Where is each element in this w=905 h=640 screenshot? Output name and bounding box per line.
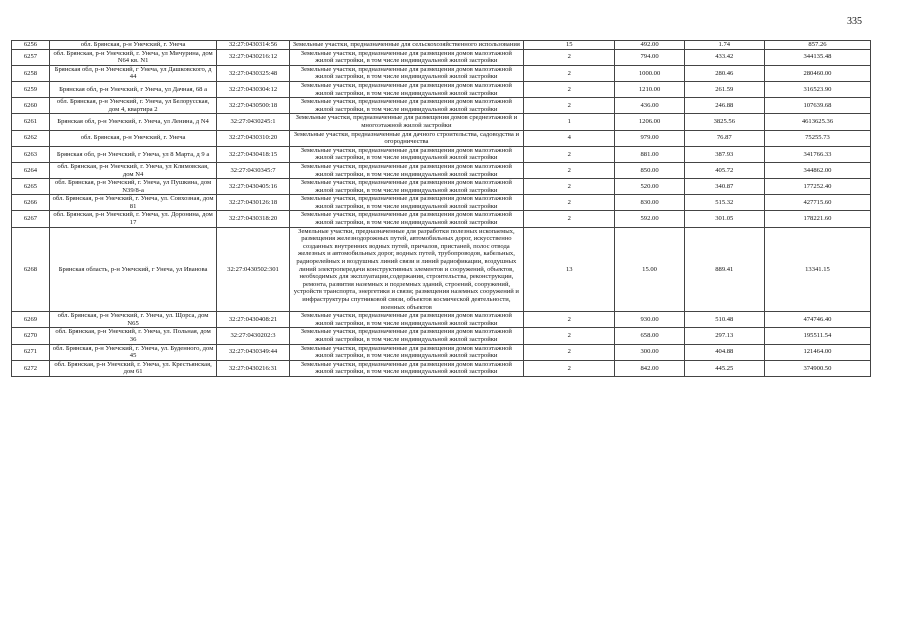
specific-value-cell: 405.72 <box>684 162 764 178</box>
specific-value-cell: 404.88 <box>684 344 764 360</box>
purpose-group-cell: 2 <box>524 81 615 97</box>
table-body <box>12 41 871 377</box>
table-row <box>12 328 871 344</box>
specific-value-cell: 301.05 <box>684 211 764 227</box>
specific-value-cell: 280.46 <box>684 65 764 81</box>
address-cell: обл. Брянская, р-н Унечский, г. Унеча, ул Белорусская, дом 4, квартира 2 <box>49 98 216 114</box>
area-cell: 520.00 <box>615 179 684 195</box>
purpose-group-cell: 2 <box>524 162 615 178</box>
row-number-cell: 6259 <box>12 81 50 97</box>
area-cell: 15.00 <box>615 227 684 312</box>
row-number-cell: 6271 <box>12 344 50 360</box>
area-cell: 842.00 <box>615 360 684 376</box>
table-row <box>12 195 871 211</box>
area-cell: 1000.00 <box>615 65 684 81</box>
cadastral-number-cell: 32:27:0430216:12 <box>217 49 290 65</box>
specific-value-cell: 76.87 <box>684 130 764 146</box>
cadastral-value-cell: 4613625.36 <box>764 114 870 130</box>
area-cell: 794.00 <box>615 49 684 65</box>
table-row <box>12 162 871 178</box>
row-number-cell: 6267 <box>12 211 50 227</box>
specific-value-cell: 246.88 <box>684 98 764 114</box>
cadastral-value-cell: 344135.48 <box>764 49 870 65</box>
address-cell: Брянская обл, р-н Унечский, г. Унеча, ул Ленина, д N4 <box>49 114 216 130</box>
area-cell: 850.00 <box>615 162 684 178</box>
cadastral-value-cell: 177252.40 <box>764 179 870 195</box>
specific-value-cell: 445.25 <box>684 360 764 376</box>
cadastral-number-cell: 32:27:0430245:1 <box>217 114 290 130</box>
cadastral-number-cell: 32:27:0430216:31 <box>217 360 290 376</box>
land-purpose-cell: Земельные участки, предназначенные для дачного строительства, садоводства и огородничества <box>289 130 523 146</box>
cadastral-value-cell: 107639.68 <box>764 98 870 114</box>
table-row <box>12 49 871 65</box>
cadastral-value-cell: 280460.00 <box>764 65 870 81</box>
row-number-cell: 6265 <box>12 179 50 195</box>
purpose-group-cell: 2 <box>524 328 615 344</box>
cadastral-number-cell: 32:27:0430314:56 <box>217 41 290 50</box>
cadastral-number-cell: 32:27:0430502:301 <box>217 227 290 312</box>
purpose-group-cell: 2 <box>524 344 615 360</box>
specific-value-cell: 3825.56 <box>684 114 764 130</box>
specific-value-cell: 387.93 <box>684 146 764 162</box>
cadastral-number-cell: 32:27:0430126:18 <box>217 195 290 211</box>
row-number-cell: 6258 <box>12 65 50 81</box>
address-cell: обл. Брянская, р-н Унечский, г. Унеча, ул. Щорса, дом N65 <box>49 312 216 328</box>
address-cell: Брянская обл, р-н Унечский, г Унеча, ул 8 Марта, д 9 а <box>49 146 216 162</box>
cadastral-value-cell: 13341.15 <box>764 227 870 312</box>
address-cell: обл. Брянская, р-н Унечский, г. Унеча, ул. Буденного, дом 45 <box>49 344 216 360</box>
cadastral-number-cell: 32:27:0430325:48 <box>217 65 290 81</box>
cadastral-value-cell: 857.26 <box>764 41 870 50</box>
address-cell: обл. Брянская, р-н Унечский, г. Унеча, ул Климовская, дом N4 <box>49 162 216 178</box>
purpose-group-cell: 2 <box>524 98 615 114</box>
purpose-group-cell: 2 <box>524 179 615 195</box>
purpose-group-cell: 2 <box>524 211 615 227</box>
address-cell: Брянская обл, р-н Унечский, г Унеча, ул Дашковского, д 44 <box>49 65 216 81</box>
cadastral-value-cell: 178221.60 <box>764 211 870 227</box>
address-cell: обл. Брянская, р-н Унечский, г. Унеча, ул. Крестьянская, дом 61 <box>49 360 216 376</box>
cadastral-value-cell: 344862.00 <box>764 162 870 178</box>
area-cell: 979.00 <box>615 130 684 146</box>
purpose-group-cell: 2 <box>524 146 615 162</box>
area-cell: 1210.00 <box>615 81 684 97</box>
table-row <box>12 114 871 130</box>
cadastral-value-cell: 316523.90 <box>764 81 870 97</box>
table-row <box>12 344 871 360</box>
land-purpose-cell: Земельные участки, предназначенные для размещения домов малоэтажной жилой застройки, в том числе индивидуальной жилой застройки <box>289 211 523 227</box>
cadastral-number-cell: 32:27:0430418:15 <box>217 146 290 162</box>
cadastral-value-cell: 121464.00 <box>764 344 870 360</box>
specific-value-cell: 1.74 <box>684 41 764 50</box>
address-cell: обл. Брянская, р-н Унечский, г. Унеча <box>49 130 216 146</box>
table-row <box>12 211 871 227</box>
land-purpose-cell: Земельные участки, предназначенные для размещения домов малоэтажной жилой застройки, в том числе индивидуальной жилой застройки <box>289 360 523 376</box>
land-purpose-cell: Земельные участки, предназначенные для размещения домов малоэтажной жилой застройки, в том числе индивидуальной жилой застройки <box>289 162 523 178</box>
cadastral-number-cell: 32:27:0430405:16 <box>217 179 290 195</box>
row-number-cell: 6264 <box>12 162 50 178</box>
row-number-cell: 6270 <box>12 328 50 344</box>
page-number: 335 <box>847 16 862 27</box>
purpose-group-cell: 4 <box>524 130 615 146</box>
table-row <box>12 227 871 312</box>
table-row <box>12 360 871 376</box>
address-cell: обл. Брянская, р-н Унечский, г. Унеча, ул. Польная, дом 36 <box>49 328 216 344</box>
cadastral-value-cell: 341766.33 <box>764 146 870 162</box>
area-cell: 1206.00 <box>615 114 684 130</box>
cadastral-value-cell: 374900.50 <box>764 360 870 376</box>
address-cell: Брянская обл, р-н Унечский, г Унеча, ул Дачная, 68 а <box>49 81 216 97</box>
table-row <box>12 146 871 162</box>
specific-value-cell: 889.41 <box>684 227 764 312</box>
specific-value-cell: 510.48 <box>684 312 764 328</box>
table-row <box>12 98 871 114</box>
specific-value-cell: 261.59 <box>684 81 764 97</box>
land-purpose-cell: Земельные участки, предназначенные для размещения домов малоэтажной жилой застройки, в том числе индивидуальной жилой застройки <box>289 195 523 211</box>
purpose-group-cell: 2 <box>524 65 615 81</box>
row-number-cell: 6266 <box>12 195 50 211</box>
area-cell: 930.00 <box>615 312 684 328</box>
cadastral-value-cell: 427715.60 <box>764 195 870 211</box>
area-cell: 592.00 <box>615 211 684 227</box>
land-purpose-cell: Земельные участки, предназначенные для размещения домов среднеэтажной и многоэтажной жилой застройки <box>289 114 523 130</box>
land-purpose-cell: Земельные участки, предназначенные для размещения домов малоэтажной жилой застройки, в том числе индивидуальной жилой застройки <box>289 146 523 162</box>
address-cell: обл. Брянская, р-н Унечский, г. Унеча, ул Мичурина, дом N64 кв. N1 <box>49 49 216 65</box>
specific-value-cell: 515.32 <box>684 195 764 211</box>
purpose-group-cell: 15 <box>524 41 615 50</box>
cadastral-value-table <box>11 40 871 377</box>
area-cell: 830.00 <box>615 195 684 211</box>
area-cell: 492.00 <box>615 41 684 50</box>
land-purpose-cell: Земельные участки, предназначенные для размещения домов малоэтажной жилой застройки, в том числе индивидуальной жилой застройки <box>289 49 523 65</box>
cadastral-number-cell: 32:27:0430318:20 <box>217 211 290 227</box>
land-purpose-cell: Земельные участки, предназначенные для размещения домов малоэтажной жилой застройки, в том числе индивидуальной жилой застройки <box>289 98 523 114</box>
table-row <box>12 312 871 328</box>
cadastral-number-cell: 32:27:0430202:3 <box>217 328 290 344</box>
cadastral-number-cell: 32:27:0430500:18 <box>217 98 290 114</box>
area-cell: 300.00 <box>615 344 684 360</box>
row-number-cell: 6262 <box>12 130 50 146</box>
purpose-group-cell: 1 <box>524 114 615 130</box>
address-cell: обл. Брянская, р-н Унечский, г. Унеча, ул. Доронина, дом 17 <box>49 211 216 227</box>
row-number-cell: 6260 <box>12 98 50 114</box>
row-number-cell: 6268 <box>12 227 50 312</box>
table-row <box>12 65 871 81</box>
specific-value-cell: 297.13 <box>684 328 764 344</box>
area-cell: 881.00 <box>615 146 684 162</box>
land-purpose-cell: Земельные участки, предназначенные для размещения домов малоэтажной жилой застройки, в том числе индивидуальной жилой застройки <box>289 179 523 195</box>
land-purpose-cell: Земельные участки, предназначенные для размещения домов малоэтажной жилой застройки, в том числе индивидуальной жилой застройки <box>289 344 523 360</box>
land-purpose-cell: Земельные участки, предназначенные для разработки полезных ископаемых, размещения железнодорожных путей, автомобильных дорог, искусственно созданных внутренних водных путей, причалов, пристаней, полос отвода железных и автомобильных дорог, водных путей, трубопроводов, кабельных, радиорелейных и воздушных линий связи и линий радиофикации, воздушных линий электропередачи конструктивных элементов и сооружений, объектов, необходимых для эксплуатации,содержания, строительства, реконструкции, ремонта, развития наземных и подземных зданий, строений, сооружений, устройств транспорта, энергетики и связи; размещения наземных сооружений и инфраструктуры спутниковой связи, объектов космической деятельности, военных объектов <box>289 227 523 312</box>
cadastral-number-cell: 32:27:0430304:12 <box>217 81 290 97</box>
row-number-cell: 6257 <box>12 49 50 65</box>
row-number-cell: 6272 <box>12 360 50 376</box>
cadastral-value-cell: 474746.40 <box>764 312 870 328</box>
land-purpose-cell: Земельные участки, предназначенные для сельскохозяйственного использования <box>289 41 523 50</box>
cadastral-number-cell: 32:27:0430345:7 <box>217 162 290 178</box>
purpose-group-cell: 2 <box>524 195 615 211</box>
purpose-group-cell: 2 <box>524 360 615 376</box>
table-row <box>12 81 871 97</box>
cadastral-value-cell: 195511.54 <box>764 328 870 344</box>
cadastral-number-cell: 32:27:0430349:44 <box>217 344 290 360</box>
row-number-cell: 6261 <box>12 114 50 130</box>
specific-value-cell: 433.42 <box>684 49 764 65</box>
land-purpose-cell: Земельные участки, предназначенные для размещения домов малоэтажной жилой застройки, в том числе индивидуальной жилой застройки <box>289 65 523 81</box>
land-purpose-cell: Земельные участки, предназначенные для размещения домов малоэтажной жилой застройки, в том числе индивидуальной жилой застройки <box>289 312 523 328</box>
area-cell: 436.00 <box>615 98 684 114</box>
address-cell: обл. Брянская, р-н Унечский, г. Унеча, ул. Совхозная, дом 81 <box>49 195 216 211</box>
row-number-cell: 6263 <box>12 146 50 162</box>
table-row <box>12 179 871 195</box>
cadastral-number-cell: 32:27:0430408:21 <box>217 312 290 328</box>
land-purpose-cell: Земельные участки, предназначенные для размещения домов малоэтажной жилой застройки, в том числе индивидуальной жилой застройки <box>289 81 523 97</box>
table-row <box>12 41 871 50</box>
address-cell: обл. Брянская, р-н Унечский, г. Унеча <box>49 41 216 50</box>
purpose-group-cell: 13 <box>524 227 615 312</box>
row-number-cell: 6269 <box>12 312 50 328</box>
purpose-group-cell: 2 <box>524 49 615 65</box>
address-cell: Брянская область, р-н Унечский, г Унеча, ул Иванова <box>49 227 216 312</box>
table-row <box>12 130 871 146</box>
specific-value-cell: 340.87 <box>684 179 764 195</box>
cadastral-number-cell: 32:27:0430310:20 <box>217 130 290 146</box>
cadastral-value-cell: 75255.73 <box>764 130 870 146</box>
area-cell: 658.00 <box>615 328 684 344</box>
address-cell: обл. Брянская, р-н Унечский, г. Унеча, ул Пушкина, дом N39/8-а <box>49 179 216 195</box>
row-number-cell: 6256 <box>12 41 50 50</box>
land-purpose-cell: Земельные участки, предназначенные для размещения домов малоэтажной жилой застройки, в том числе индивидуальной жилой застройки <box>289 328 523 344</box>
purpose-group-cell: 2 <box>524 312 615 328</box>
